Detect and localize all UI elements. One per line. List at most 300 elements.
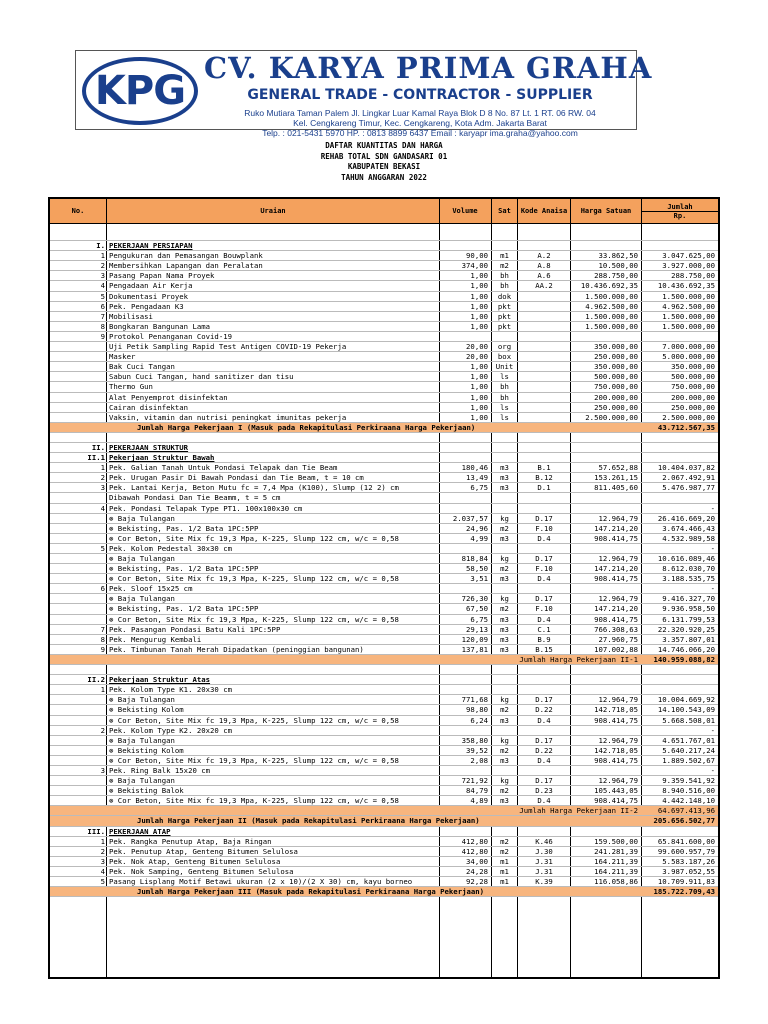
- item-code: A.2: [537, 251, 551, 261]
- item-unit: m1: [500, 866, 509, 876]
- table-row: [50, 867, 718, 877]
- table-row: [50, 413, 718, 423]
- item-unit: m2: [500, 836, 509, 846]
- item-volume: 2.037,57: [452, 513, 488, 523]
- table-row: [50, 887, 718, 897]
- item-description: Masker: [109, 352, 136, 362]
- table-row: [50, 292, 718, 302]
- item-unit-price: 12.964,79: [598, 695, 638, 705]
- item-description: ⊗ Cor Beton, Site Mix fc 19,3 Mpa, K-225, Slump 122 cm, w/c = 0,58: [107, 756, 439, 766]
- item-unit-price: 350.000,00: [594, 362, 638, 372]
- item-amount: 5.583.187,26: [662, 856, 715, 866]
- item-unit: m3: [500, 755, 509, 765]
- table-row: [50, 261, 718, 271]
- item-unit: org: [497, 342, 512, 352]
- item-unit-price: 12.964,79: [598, 735, 638, 745]
- item-unit-price: 908.414,75: [594, 796, 638, 806]
- item-code: D.4: [537, 574, 551, 584]
- table-row: [50, 443, 718, 453]
- table-row: [50, 786, 718, 796]
- item-amount: 9.416.327,70: [662, 594, 715, 604]
- item-unit-price: 116.058,86: [594, 877, 638, 886]
- table-row: [50, 251, 718, 261]
- item-unit: m2: [500, 564, 509, 574]
- table-row: [50, 231, 718, 241]
- item-unit: m3: [500, 634, 509, 644]
- item-volume: 24,28: [466, 866, 488, 876]
- item-amount: 26.416.669,20: [657, 513, 715, 523]
- item-description: ⊗ Bekisting, Pas. 1/2 Bata 1PC:5PP: [107, 564, 439, 574]
- item-unit: m3: [500, 483, 509, 493]
- item-unit: kg: [500, 554, 509, 563]
- item-volume: 6,75: [470, 483, 488, 493]
- item-amount: 14.100.543,09: [657, 705, 715, 715]
- item-amount: 4.442.148,10: [662, 796, 715, 806]
- row-number: 6: [100, 301, 105, 311]
- item-amount: 10.436.692,35: [657, 281, 715, 291]
- item-volume: 1,00: [470, 271, 488, 281]
- table-row: [50, 766, 718, 776]
- item-unit-price: 12.964,79: [598, 594, 638, 604]
- item-description: ⊗ Baja Tulangan: [107, 695, 439, 705]
- row-number: 2: [100, 473, 105, 483]
- item-amount: 10.616.089,46: [657, 554, 715, 563]
- item-unit-price: 811.405,60: [594, 483, 638, 493]
- item-code: D.4: [537, 796, 551, 806]
- logo-text: KPG: [94, 68, 186, 114]
- row-number: 3: [100, 856, 105, 866]
- row-number: 4: [100, 503, 105, 513]
- table-row: [50, 473, 718, 483]
- item-unit: dok: [497, 291, 512, 301]
- item-amount: 14.746.066,20: [657, 644, 715, 654]
- row-number: 5: [100, 877, 105, 886]
- table-row: [50, 594, 718, 604]
- item-amount: 5.668.508,01: [662, 715, 715, 725]
- table-row: [50, 554, 718, 564]
- col-sat: Sat: [498, 207, 511, 215]
- table-row: [50, 322, 718, 332]
- item-volume: 1,00: [470, 321, 488, 331]
- item-description: Vaksin, vitamin dan nutrisi peningkat imunitas pekerja: [109, 412, 347, 422]
- total-amount: 185.722.709,43: [653, 887, 715, 897]
- item-amount: 3.357.807,01: [662, 634, 715, 644]
- item-description: Dokumentasi Proyek: [109, 291, 189, 301]
- item-description: Pek. Nok Samping, Genteng Bitumen Selulosa: [109, 866, 294, 876]
- table-row: [50, 362, 718, 372]
- item-volume: 20,00: [466, 342, 488, 352]
- item-code: D.17: [535, 695, 553, 705]
- item-amount: 10.404.037,82: [657, 463, 715, 473]
- item-description: Pek. Penutup Atap, Genteng Bitumen Selulosa: [109, 846, 298, 856]
- item-unit: m3: [500, 644, 509, 654]
- item-description: Pek. Timbunan Tanah Merah Dipadatkan (peninggian bangunan): [109, 644, 364, 654]
- table-row: [50, 463, 718, 473]
- table-row: [50, 332, 718, 342]
- item-volume: 771,68: [461, 695, 488, 705]
- item-unit: kg: [500, 695, 509, 705]
- item-description: ⊗ Cor Beton, Site Mix fc 19,3 Mpa, K-225, Slump 122 cm, w/c = 0,58: [107, 534, 439, 544]
- item-amount: 250.000,00: [671, 402, 715, 412]
- item-description: ⊗ Bekisting, Pas. 1/2 Bata 1PC:5PP: [107, 604, 439, 614]
- item-amount: 288.750,00: [671, 271, 715, 281]
- section-title: PEKERJAAN STRUKTUR: [109, 442, 189, 452]
- item-unit: pkt: [497, 301, 512, 311]
- item-volume: 39,52: [466, 745, 488, 755]
- table-row: [50, 877, 718, 887]
- item-amount: 99.600.957,79: [657, 846, 715, 856]
- table-row: [50, 342, 718, 352]
- item-description: Bak Cuci Tangan: [109, 362, 175, 372]
- document-titles: [0, 141, 768, 183]
- item-code: D.4: [537, 533, 551, 543]
- item-description: Thermo Gun: [109, 382, 153, 392]
- item-description: Protokol Penanganan Covid-19: [109, 331, 233, 341]
- item-unit: kg: [500, 513, 509, 523]
- col-jumlah-label: Jumlah: [667, 202, 693, 211]
- item-description: Pek. Kolom Pedestal 30x30 cm: [109, 543, 233, 553]
- item-description: Pek. Pengadaan K3: [109, 301, 184, 311]
- item-amount: 5.640.217,24: [662, 745, 715, 755]
- table-row: [50, 423, 718, 433]
- table-body: [50, 231, 718, 897]
- item-unit-price: 250.000,00: [594, 352, 638, 362]
- doc-title: DAFTAR KUANTITAS DAN HARGA: [325, 141, 443, 150]
- item-volume: 1,00: [470, 372, 488, 382]
- item-amount: 500.000,00: [671, 372, 715, 382]
- table-row: [50, 493, 718, 503]
- item-amount: 2.067.492,91: [662, 473, 715, 483]
- item-code: J.30: [535, 846, 553, 856]
- item-amount: 9.936.958,50: [662, 604, 715, 614]
- item-volume: 137,81: [461, 644, 488, 654]
- item-amount: 3.188.535,75: [662, 574, 715, 584]
- item-amount: 10.709.911,83: [657, 877, 715, 886]
- table-row: [50, 564, 718, 574]
- item-volume: 1,00: [470, 281, 488, 291]
- item-volume: 358,80: [461, 735, 488, 745]
- item-unit-price: 142.718,05: [594, 745, 638, 755]
- item-unit: m1: [500, 251, 509, 261]
- item-amount: 3.987.052,55: [662, 866, 715, 876]
- item-unit: bh: [500, 392, 509, 402]
- item-unit-price: 2.500.000,00: [585, 412, 638, 422]
- item-code: D.4: [537, 614, 551, 624]
- row-number: 1: [100, 463, 105, 473]
- item-description: ⊗ Bekisting Balok: [107, 786, 439, 796]
- item-unit: m2: [500, 786, 509, 796]
- item-code: A.6: [537, 271, 551, 281]
- row-number: 9: [100, 644, 105, 654]
- item-unit-price: 200.000,00: [594, 392, 638, 402]
- item-unit-price: 908.414,75: [594, 574, 638, 584]
- item-code: D.4: [537, 715, 551, 725]
- table-row: [50, 584, 718, 594]
- col-volume: Volume: [452, 207, 478, 215]
- doc-region: KABUPATEN BEKASI: [347, 162, 421, 171]
- item-description: Pek. Kolom Type K2. 20x20 cm: [109, 725, 233, 735]
- item-amount: 200.000,00: [671, 392, 715, 402]
- table-row: [50, 271, 718, 281]
- item-unit: ls: [500, 372, 509, 382]
- row-number: 8: [100, 634, 105, 644]
- item-code: AA.2: [535, 281, 553, 291]
- table-row: [50, 453, 718, 463]
- subtotal-amount: 64.697.413,96: [657, 806, 715, 816]
- item-volume: 1,00: [470, 301, 488, 311]
- item-amount: 4.962.500,00: [662, 301, 715, 311]
- table-row: [50, 837, 718, 847]
- col-harga: Harga Satuan: [580, 207, 632, 215]
- item-unit-price: 57.652,88: [598, 463, 638, 473]
- item-unit: m3: [500, 473, 509, 483]
- item-volume: 29,13: [466, 624, 488, 634]
- row-number: III.: [87, 826, 105, 836]
- item-unit-price: 164.211,39: [594, 856, 638, 866]
- item-amount: 22.320.920,25: [657, 624, 715, 634]
- table-row: [50, 534, 718, 544]
- item-amount: 1.500.000,00: [662, 291, 715, 301]
- row-number: 2: [100, 846, 105, 856]
- item-unit-price: 241.281,39: [594, 846, 638, 856]
- item-description: Pasang Papan Nama Proyek: [109, 271, 215, 281]
- item-code: J.31: [535, 856, 553, 866]
- item-amount: 3.047.625,00: [662, 251, 715, 261]
- doc-year: TAHUN ANGGARAN 2022: [341, 172, 427, 182]
- item-description: ⊗ Cor Beton, Site Mix fc 19,3 Mpa, K-225, Slump 122 cm, w/c = 0,58: [107, 716, 439, 726]
- item-code: F.10: [535, 523, 553, 533]
- item-unit-price: 142.718,05: [594, 705, 638, 715]
- table-row: [50, 776, 718, 786]
- row-number: 5: [100, 543, 105, 553]
- item-volume: 13,49: [466, 473, 488, 483]
- item-volume: 98,80: [466, 705, 488, 715]
- item-description: Pek. Kolom Type K1. 20x30 cm: [109, 685, 233, 695]
- address-line: Ruko Mutiara Taman Palem Jl. Lingkar Luar Kamal Raya Blok D 8 No. 87 Lt. 1 RT. 06 RW. 04: [244, 108, 596, 118]
- row-number: 9: [100, 331, 105, 341]
- item-unit-price: 288.750,00: [594, 271, 638, 281]
- item-code: K.39: [535, 877, 553, 886]
- item-code: B.9: [537, 634, 551, 644]
- item-unit-price: 1.500.000,00: [585, 291, 638, 301]
- item-amount: -: [710, 725, 715, 735]
- item-volume: 4,99: [470, 533, 488, 543]
- item-unit-price: 908.414,75: [594, 715, 638, 725]
- item-volume: 4,89: [470, 796, 488, 806]
- item-description: Sabun Cuci Tangan, hand sanitizer dan tisu: [109, 372, 294, 382]
- item-unit-price: 750.000,00: [594, 382, 638, 392]
- item-unit: m3: [500, 463, 509, 473]
- item-unit-price: 147.214,20: [594, 523, 638, 533]
- section-title: PEKERJAAN PERSIAPAN: [109, 241, 193, 251]
- item-description: ⊗ Baja Tulangan: [107, 514, 439, 524]
- table-row: [50, 544, 718, 554]
- item-volume: 90,00: [466, 251, 488, 261]
- item-amount: 8.940.516,00: [662, 786, 715, 796]
- item-unit-price: 500.000,00: [594, 372, 638, 382]
- quantity-price-table: [48, 197, 720, 979]
- row-number: II.2: [87, 675, 105, 685]
- table-row: [50, 574, 718, 584]
- company-tagline: GENERAL TRADE - CONTRACTOR - SUPPLIER: [247, 87, 593, 103]
- table-row: [50, 665, 718, 675]
- item-amount: 2.500.000,00: [662, 412, 715, 422]
- item-volume: 818,84: [461, 554, 488, 563]
- item-code: J.31: [535, 866, 553, 876]
- item-code: D.17: [535, 776, 553, 786]
- total-label: Jumlah Harga Pekerjaan II (Masuk pada Rekapitulasi Perkiraana Harga Pekerjaan): [137, 816, 480, 826]
- table-row: [50, 847, 718, 857]
- table-row: [50, 615, 718, 625]
- item-unit: m2: [500, 705, 509, 715]
- item-unit-price: 33.862,50: [598, 251, 638, 261]
- table-row: [50, 705, 718, 715]
- row-number: 7: [100, 311, 105, 321]
- item-volume: 374,00: [461, 261, 488, 271]
- section-title: Pekerjaan Struktur Atas: [109, 675, 211, 685]
- table-row: [50, 756, 718, 766]
- item-amount: 10.004.669,92: [657, 695, 715, 705]
- item-volume: 1,00: [470, 311, 488, 321]
- table-row: [50, 746, 718, 756]
- item-description: Pek. Lantai Kerja, Beton Mutu fc = 7,4 Mpa (K100), Slump (12 2) cm: [109, 483, 399, 493]
- item-unit: kg: [500, 735, 509, 745]
- item-description: Bongkaran Bangunan Lama: [109, 321, 211, 331]
- item-volume: 412,80: [461, 846, 488, 856]
- company-address: [204, 108, 636, 138]
- item-unit: bh: [500, 271, 509, 281]
- item-amount: 3.674.466,43: [662, 523, 715, 533]
- item-unit: m3: [500, 715, 509, 725]
- table-row: [50, 604, 718, 614]
- item-unit-price: 908.414,75: [594, 533, 638, 543]
- item-volume: 726,30: [461, 594, 488, 604]
- table-row: [50, 433, 718, 443]
- item-amount: -: [710, 765, 715, 775]
- row-number: 3: [100, 483, 105, 493]
- item-unit: m2: [500, 523, 509, 533]
- item-description: ⊗ Bekisting, Pas. 1/2 Bata 1PC:5PP: [107, 524, 439, 534]
- item-volume: 721,92: [461, 776, 488, 786]
- item-amount: 4.532.989,58: [662, 533, 715, 543]
- section-title: Pekerjaan Struktur Bawah: [109, 453, 215, 463]
- table-row: [50, 403, 718, 413]
- table-row: [50, 382, 718, 392]
- item-unit: m2: [500, 261, 509, 271]
- item-unit: box: [497, 352, 512, 362]
- item-code: F.10: [535, 604, 553, 614]
- table-row: [50, 816, 718, 826]
- item-unit: pkt: [497, 321, 512, 331]
- company-logo: [82, 57, 198, 125]
- row-number: II.1: [87, 453, 105, 463]
- item-unit-price: 105.443,05: [594, 786, 638, 796]
- item-description: Pek. Urugan Pasir Di Bawah Pondasi dan Tie Beam, t = 10 cm: [109, 473, 364, 483]
- item-volume: 1,00: [470, 392, 488, 402]
- row-number: 3: [100, 765, 105, 775]
- table-row: [50, 675, 718, 685]
- item-unit: kg: [500, 776, 509, 786]
- item-volume: 1,00: [470, 412, 488, 422]
- table-row: [50, 504, 718, 514]
- item-description: ⊗ Bekisting Kolom: [107, 746, 439, 756]
- item-unit-price: 159.500,00: [594, 836, 638, 846]
- col-jumlah: [642, 199, 718, 223]
- row-number: II.: [91, 442, 105, 452]
- table-row: [50, 827, 718, 837]
- table-row: [50, 372, 718, 382]
- table-row: [50, 655, 718, 665]
- item-amount: -: [710, 503, 715, 513]
- item-unit: m3: [500, 574, 509, 584]
- row-number: 3: [100, 271, 105, 281]
- table-row: [50, 514, 718, 524]
- item-amount: -: [710, 584, 715, 594]
- table-row: [50, 695, 718, 705]
- item-unit: m3: [500, 614, 509, 624]
- row-number: 4: [100, 866, 105, 876]
- item-unit-price: 766.308,63: [594, 624, 638, 634]
- item-code: K.46: [535, 836, 553, 846]
- item-description: ⊗ Cor Beton, Site Mix fc 19,3 Mpa, K-225, Slump 122 cm, w/c = 0,58: [107, 574, 439, 584]
- item-unit-price: 12.964,79: [598, 513, 638, 523]
- item-description: ⊗ Bekisting Kolom: [107, 705, 439, 715]
- item-volume: 1,00: [470, 382, 488, 392]
- total-amount: 43.712.567,35: [657, 422, 715, 432]
- item-code: D.17: [535, 735, 553, 745]
- row-number: I.: [96, 241, 105, 251]
- table-row: [50, 524, 718, 534]
- table-row: [50, 726, 718, 736]
- item-code: B.12: [535, 473, 553, 483]
- item-unit: pkt: [497, 311, 512, 321]
- item-unit: bh: [500, 382, 509, 392]
- item-volume: 84,79: [466, 786, 488, 796]
- item-amount: 750.000,00: [671, 382, 715, 392]
- table-row: [50, 736, 718, 746]
- item-amount: 5.476.987,77: [662, 483, 715, 493]
- item-unit: m2: [500, 604, 509, 614]
- item-code: B.15: [535, 644, 553, 654]
- subtotal-label: Jumlah Harga Pekerjaan II-2: [519, 806, 638, 816]
- item-unit: m1: [500, 877, 509, 886]
- row-number: 1: [100, 251, 105, 261]
- table-row: [50, 302, 718, 312]
- row-number: 4: [100, 281, 105, 291]
- row-number: 2: [100, 725, 105, 735]
- row-number: 2: [100, 261, 105, 271]
- table-row: [50, 645, 718, 655]
- table-row: [50, 241, 718, 251]
- table-row: [50, 685, 718, 695]
- item-volume: 1,00: [470, 402, 488, 412]
- item-description: ⊗ Baja Tulangan: [107, 776, 439, 786]
- row-number: 1: [100, 836, 105, 846]
- item-volume: 6,24: [470, 715, 488, 725]
- item-volume: 6,75: [470, 614, 488, 624]
- item-volume: 412,80: [461, 836, 488, 846]
- table-row: [50, 857, 718, 867]
- item-description: ⊗ Cor Beton, Site Mix fc 19,3 Mpa, K-225, Slump 122 cm, w/c = 0,58: [107, 796, 439, 806]
- item-unit-price: 10.500,00: [598, 261, 638, 271]
- item-unit-price: 147.214,20: [594, 564, 638, 574]
- col-no: No.: [71, 207, 85, 215]
- item-description: Pengadaan Air Kerja: [109, 281, 193, 291]
- table-row: [50, 806, 718, 816]
- item-volume: 58,50: [466, 564, 488, 574]
- item-unit-price: 350.000,00: [594, 342, 638, 352]
- letterhead: [75, 50, 653, 138]
